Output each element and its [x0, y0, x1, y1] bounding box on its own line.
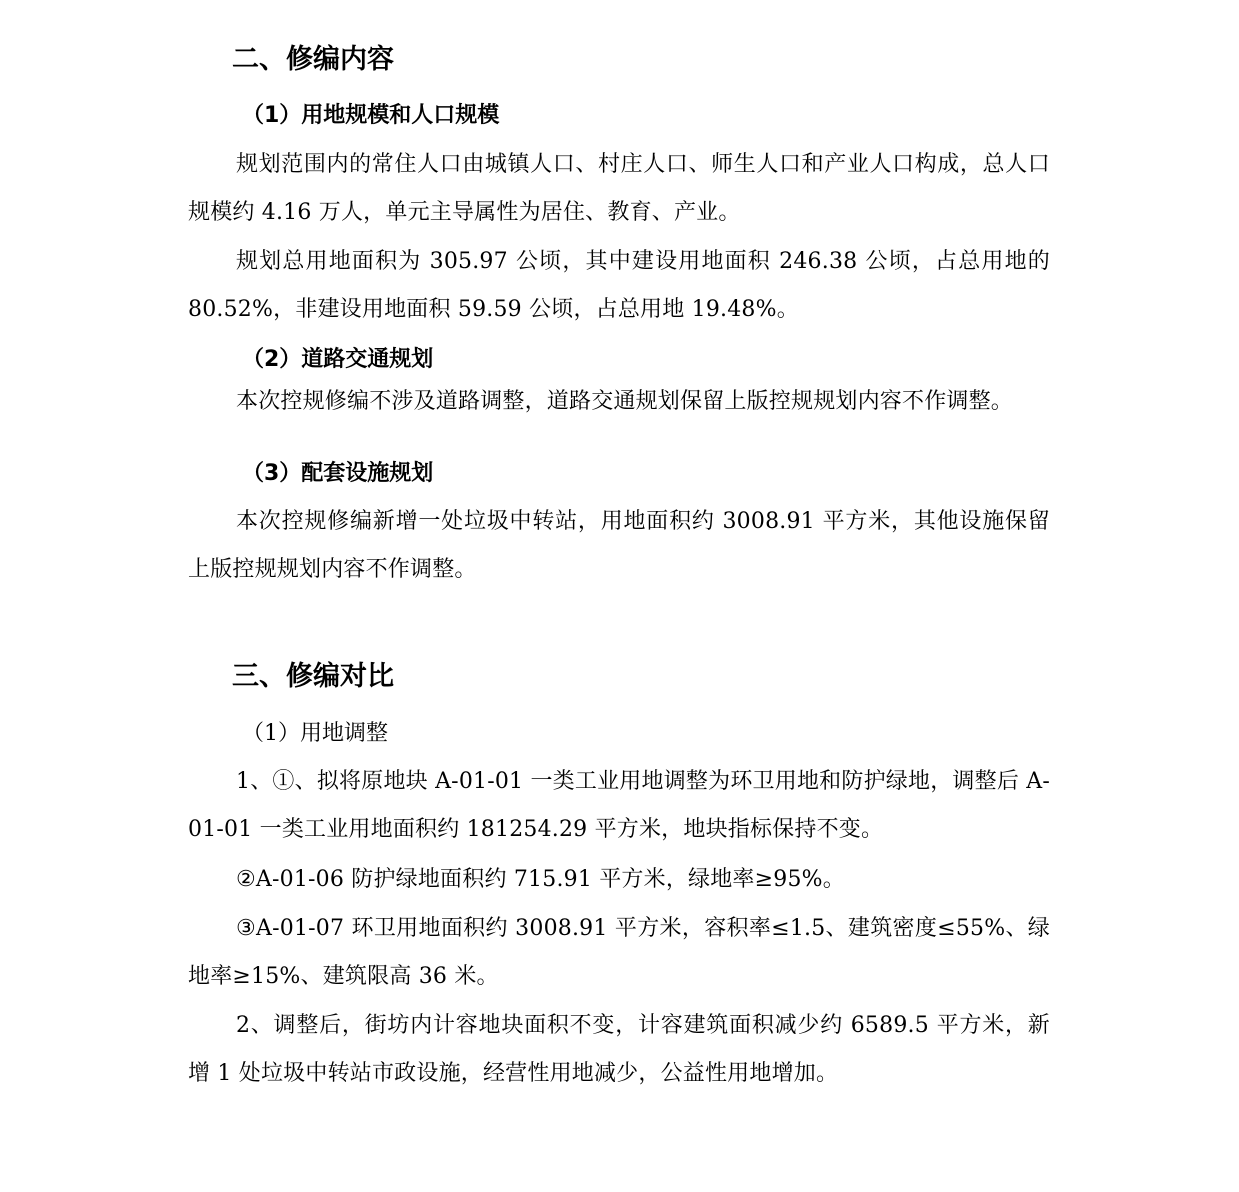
adjustment-item-3-paragraph: ③A-01-07 环卫用地面积约 3008.91 平方米，容积率≤1.5、建筑密度≤55%、绿地率≥15%、建筑限高 36 米。: [188, 916, 1050, 989]
section-2-heading: 二、修编内容: [232, 44, 394, 75]
adjustment-item-1-paragraph: 1、①、拟将原地块 A-01-01 一类工业用地调整为环卫用地和防护绿地，调整后 A-01-01 一类工业用地面积约 181254.29 平方米，地块指标保持不变。: [188, 769, 1050, 842]
population-paragraph: 规划范围内的常住人口由城镇人口、村庄人口、师生人口和产业人口构成，总人口规模约 4.16 万人，单元主导属性为居住、教育、产业。: [188, 152, 1050, 225]
adjustment-item-2-paragraph: ②A-01-06 防护绿地面积约 715.91 平方米，绿地率≥95%。: [236, 867, 845, 892]
section-3-heading: 三、修编对比: [232, 661, 394, 692]
adjustment-summary-paragraph: 2、调整后，街坊内计容地块面积不变，计容建筑面积减少约 6589.5 平方米，新增 1 处垃圾中转站市政设施，经营性用地减少，公益性用地增加。: [188, 1013, 1050, 1086]
subsection-land-adjustment-heading: （1）用地调整: [242, 721, 388, 746]
subsection-facilities-heading: （3）配套设施规划: [242, 461, 434, 486]
subsection-road-traffic-heading: （2）道路交通规划: [242, 347, 434, 372]
road-traffic-paragraph: 本次控规修编不涉及道路调整，道路交通规划保留上版控规规划内容不作调整。: [236, 389, 1014, 414]
land-area-paragraph: 规划总用地面积为 305.97 公顷，其中建设用地面积 246.38 公顷，占总用地的 80.52%，非建设用地面积 59.59 公顷，占总用地 19.48%。: [188, 249, 1050, 322]
subsection-land-population-heading: （1）用地规模和人口规模: [242, 103, 500, 128]
facilities-paragraph: 本次控规修编新增一处垃圾中转站，用地面积约 3008.91 平方米，其他设施保留上版控规规划内容不作调整。: [188, 509, 1050, 582]
